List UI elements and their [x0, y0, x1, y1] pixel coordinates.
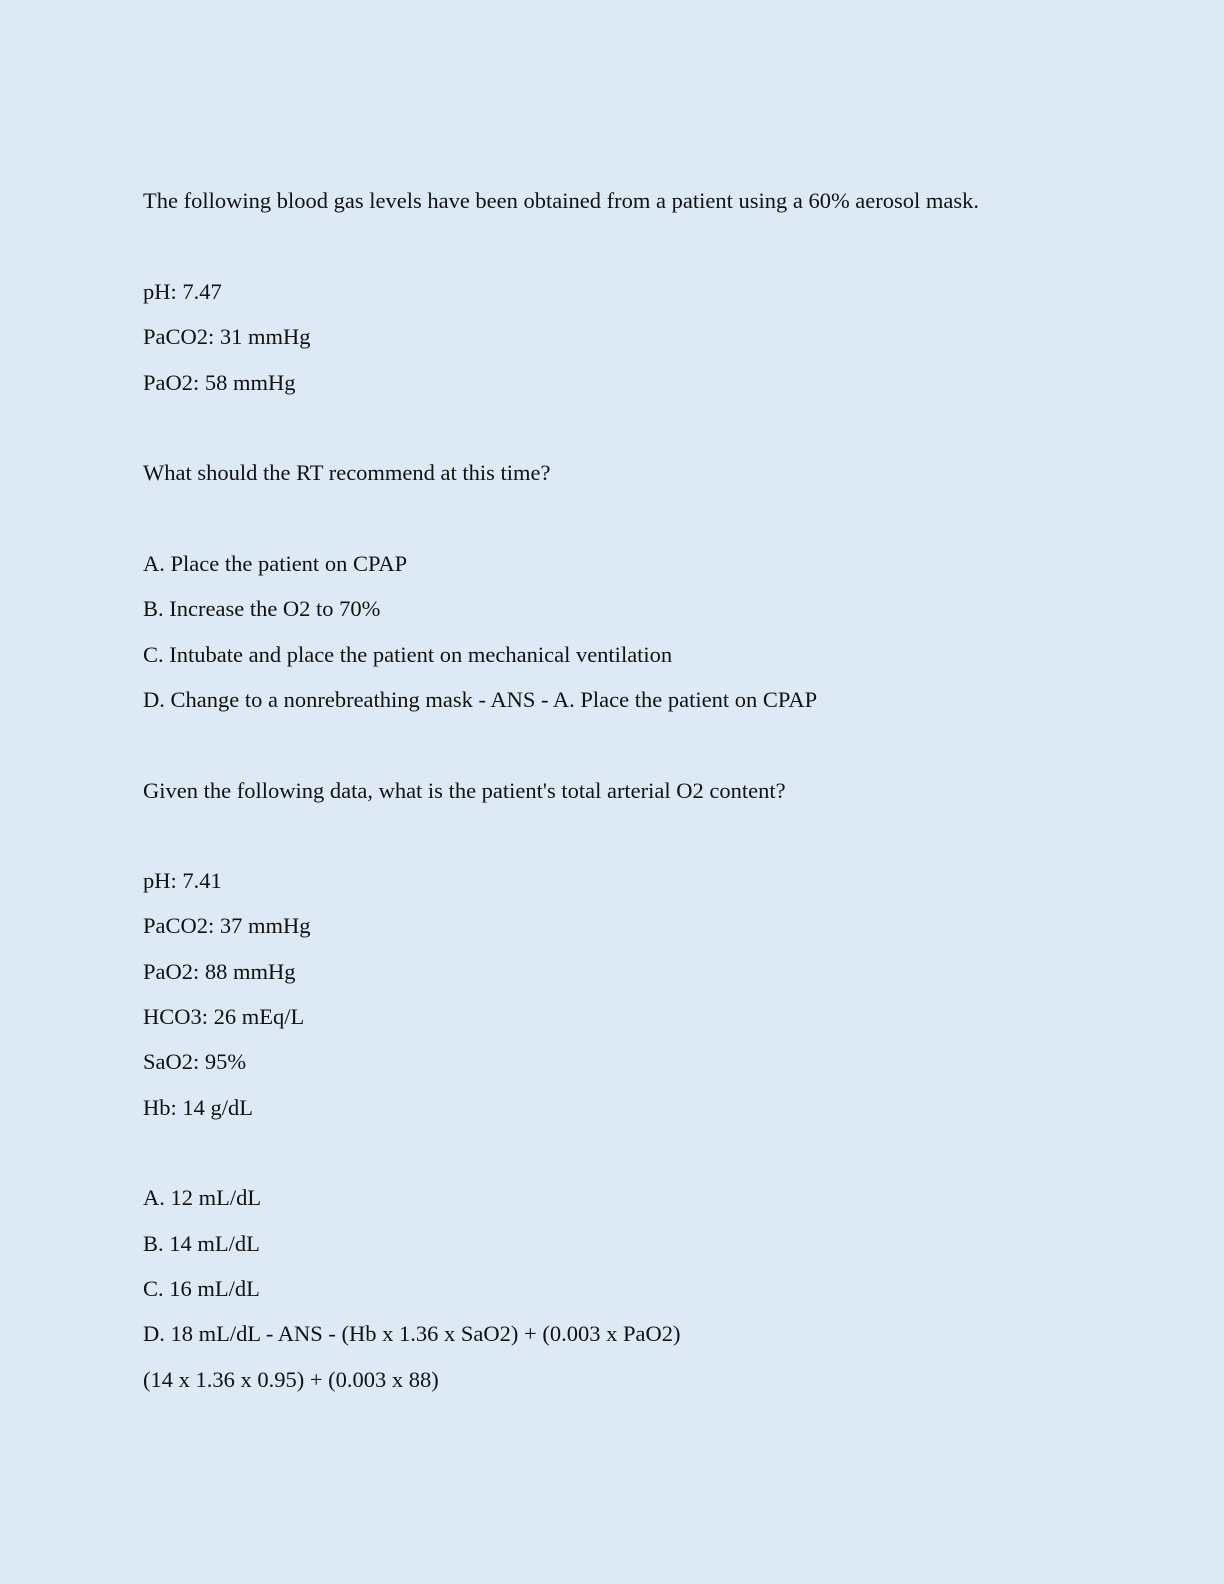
- question1-option-a: A. Place the patient on CPAP: [143, 551, 408, 576]
- question2-option-d-answer: D. 18 mL/dL - ANS - (Hb x 1.36 x SaO2) + (0.003 x PaO2): [143, 1321, 681, 1346]
- question1-value-paco2: PaCO2: 31 mmHg: [143, 324, 311, 349]
- question2-option-a: A. 12 mL/dL: [143, 1185, 262, 1210]
- question1-question: What should the RT recommend at this time?: [143, 460, 551, 485]
- question2-value-ph: pH: 7.41: [143, 868, 222, 893]
- question1-option-c: C. Intubate and place the patient on mechanical ventilation: [143, 642, 673, 667]
- question2-value-hco3: HCO3: 26 mEq/L: [143, 1004, 305, 1029]
- question2-value-pao2: PaO2: 88 mmHg: [143, 959, 296, 984]
- question2-value-sao2: SaO2: 95%: [143, 1049, 247, 1074]
- question2-calculation: (14 x 1.36 x 0.95) + (0.003 x 88): [143, 1367, 439, 1392]
- question2-option-b: B. 14 mL/dL: [143, 1231, 260, 1256]
- question2-option-c: C. 16 mL/dL: [143, 1276, 260, 1301]
- question1-option-d-answer: D. Change to a nonrebreathing mask - ANS - A. Place the patient on CPAP: [143, 687, 818, 712]
- question2-value-hb: Hb: 14 g/dL: [143, 1095, 253, 1120]
- question2-prompt: Given the following data, what is the patient's total arterial O2 content?: [143, 778, 786, 803]
- question1-value-ph: pH: 7.47: [143, 279, 222, 304]
- question1-option-b: B. Increase the O2 to 70%: [143, 596, 381, 621]
- question1-prompt: The following blood gas levels have been obtained from a patient using a 60% aerosol mask.: [143, 188, 980, 213]
- question1-value-pao2: PaO2: 58 mmHg: [143, 370, 296, 395]
- question2-value-paco2: PaCO2: 37 mmHg: [143, 913, 311, 938]
